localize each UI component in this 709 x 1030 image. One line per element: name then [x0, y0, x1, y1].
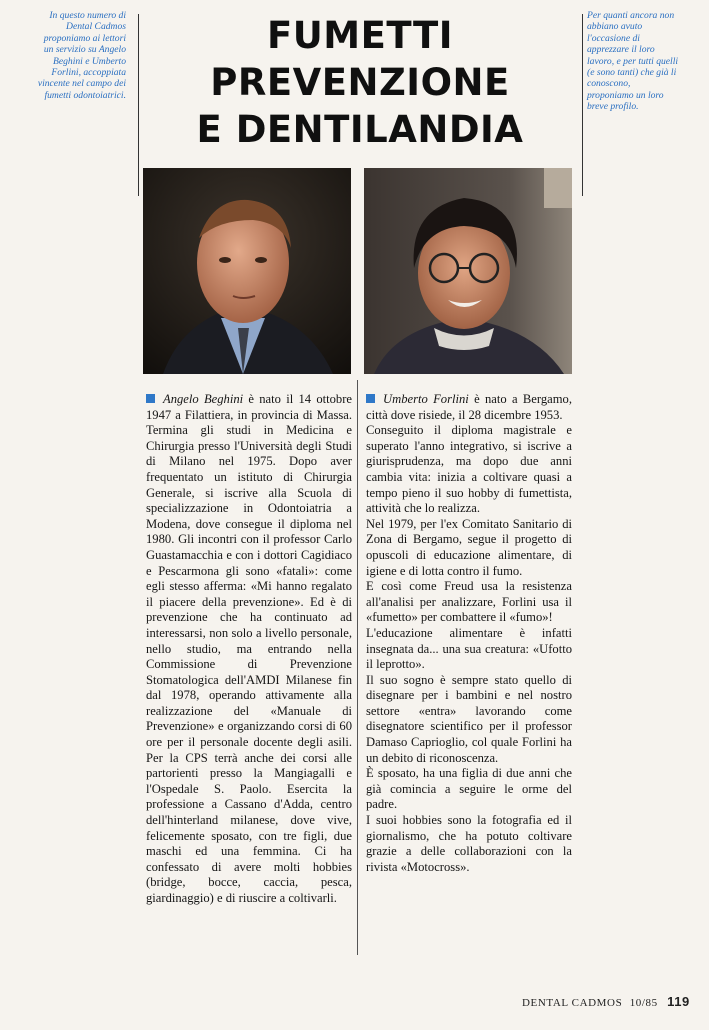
- article-title: [150, 12, 570, 153]
- right-margin-rule: [582, 14, 583, 196]
- bio-paragraph: I suoi hobbies sono la fotografia ed il giornalismo, che ha potuto coltivare grazie a delle collaborazioni con la rivista «Motocross».: [366, 813, 572, 874]
- bio-paragraph: L'educazione alimentare è infatti insegnata da... una sua creatura: «Ufotto il leprotto».: [366, 625, 572, 672]
- person-name: Angelo Beghini: [163, 392, 244, 406]
- bio-paragraph: È sposato, ha una figlia di due anni che già comincia a seguire le orme del padre.: [366, 766, 572, 812]
- bio-paragraph: Il suo sogno è sempre stato quello di disegnare per i bambini e nel nostro settore «entra» lavorando come disegnatore scientifico per il professor Damaso Caprioglio, col quale Forlini ha un debito di riconoscenza.: [366, 672, 572, 765]
- title-line-1: FUMETTI: [266, 14, 453, 57]
- page-number: 119: [667, 994, 690, 1009]
- bullet-square-icon: [366, 394, 375, 403]
- bio-text: è nato a Bergamo, città dove risiede, il 28 dicembre 1953.: [366, 392, 572, 422]
- left-margin-rule: [138, 14, 139, 196]
- bullet-square-icon: [146, 394, 155, 403]
- bio-paragraph: E così come Freud usa la resistenza all'analisi per analizzare, Forlini usa il «fumetto» per combattere il «fumo»!: [366, 579, 572, 625]
- page-footer: [522, 994, 690, 1009]
- biography-forlini: [366, 392, 572, 875]
- column-divider-rule: [357, 380, 358, 955]
- biography-beghini: [146, 392, 352, 907]
- bio-paragraph: [146, 392, 352, 907]
- bio-paragraph: [366, 392, 572, 423]
- person-name: Umberto Forlini: [383, 392, 469, 406]
- portrait-photo-beghini: [143, 168, 351, 374]
- bio-paragraph: Nel 1979, per l'ex Comitato Sanitario di Zona di Bergamo, segue il progetto di opuscoli di educazione alimentare, di igiene e di lotta contro il fumo.: [366, 516, 572, 578]
- journal-name: DENTAL CADMOS: [522, 997, 623, 1009]
- title-line-3: E DENTILANDIA: [196, 108, 524, 151]
- bio-paragraph: Conseguito il diploma magistrale e superato l'anno integrativo, si iscrive a giurisprudenza, ma dopo due anni cambia vita: inizia a coltivare quasi a tempo pieno il suo hobby di fumettista, attività che lo realizza.: [366, 423, 572, 516]
- bio-text: è nato il 14 ottobre 1947 a Filattiera, in provincia di Massa. Termina gli studi in Medicina e Chirurgia presso l'Università degli Studi di Milano nel 1975. Dopo aver frequentato un istituto di Chirurgia Generale, si iscrive alla Scuola di specializzazione in Odontoiatria a Modena, dove consegue il diploma nel 1980. Gli incontri con il professor Carlo Guastamacchia e con i dottori Cagidiaco e Pescarmona gli sono «fatali»: come egli stesso afferma: «Mi hanno regalato il piacere della prevenzione». Ed è di prevenzione che ha continuato ad interessarsi, non solo a livello personale, nello studio, ma entrando nella Commissione di Prevenzione Stomatologica dell'AMDI Milanese fin dal 1978, operando attivamente alla realizzazione del «Manuale di Prevenzione» e organizzando corsi di 60 ore per il personale docente degli asili. Per la CPS terrà anche dei corsi alle partorienti presso la Mangiagalli e l'Ospedale S. Paolo. Esercita la professione a Cassano d'Adda, centro dell'hinterland milanese, dove vive, felicemente sposato, con tre figli, due maschi ed una femmina. Ci ha confessato di avere molti hobbies (bridge, bocce, caccia, pesca, giardinaggio) e di riuscire a coltivarli.: [146, 392, 353, 905]
- intro-note-left: In questo numero di Dental Cadmos proponiamo ai lettori un servizio su Angelo Beghini e Umberto Forlini, accoppiata vincente nel campo dei fumetti odontoiatrici.: [37, 10, 126, 101]
- title-line-2: PREVENZIONE: [210, 61, 510, 104]
- intro-note-right: Per quanti ancora non abbiano avuto l'occasione di apprezzare il loro lavoro, e per tutti quelli (e sono tanti) che già li conoscono, proponiamo un loro breve profilo.: [587, 10, 679, 113]
- portrait-photo-forlini: [364, 168, 572, 374]
- issue-number: 10/85: [629, 997, 658, 1009]
